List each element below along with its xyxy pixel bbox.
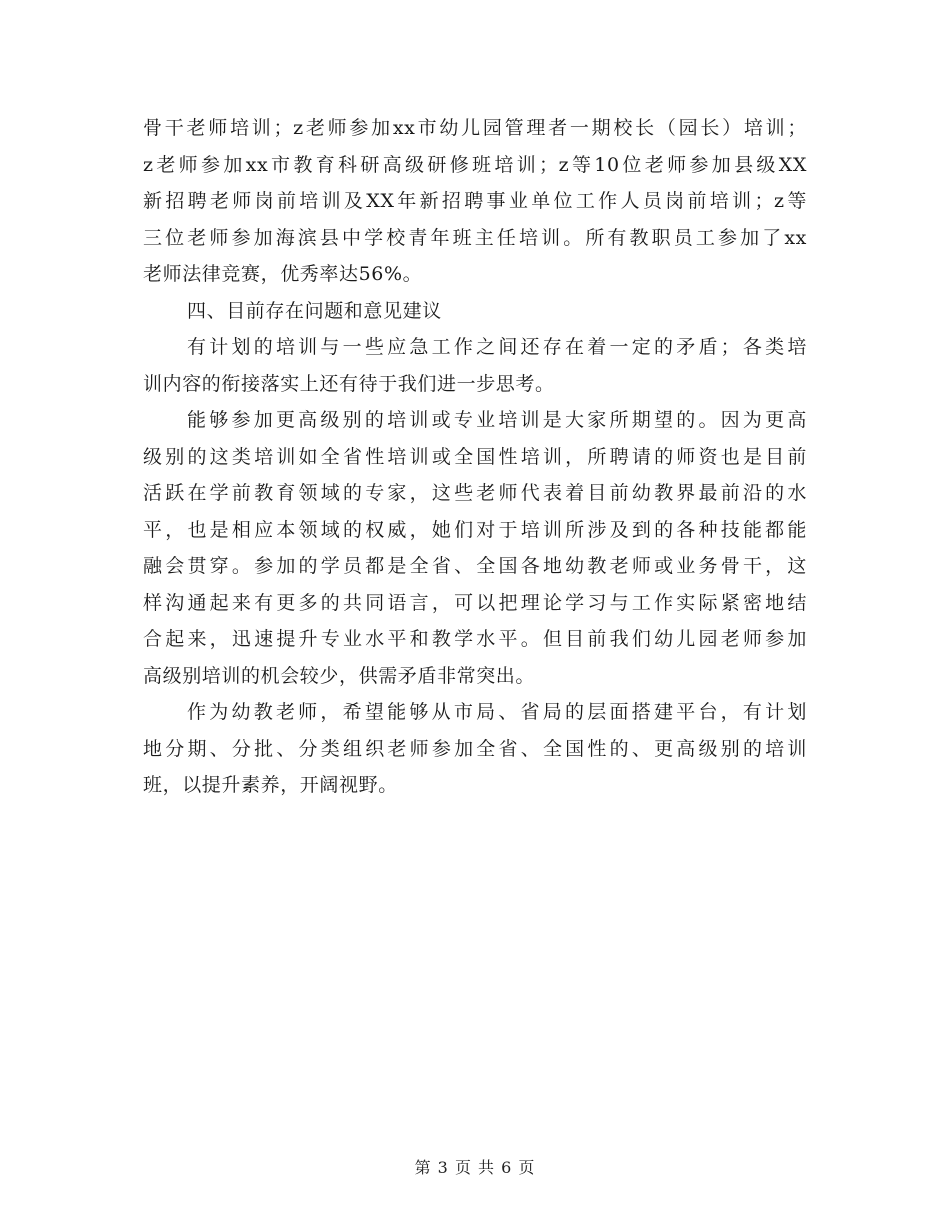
paragraph-line: 三位老师参加海滨县中学校青年班主任培训。所有教职员工参加了xx bbox=[143, 226, 807, 249]
paragraph-line: 老师法律竞赛，优秀率达56%。 bbox=[143, 263, 423, 285]
paragraph-line: 高级别培训的机会较少，供需矛盾非常突出。 bbox=[143, 664, 536, 687]
paragraph-line: 级别的这类培训如全省性培训或全国性培训，所聘请的师资也是目前 bbox=[143, 445, 807, 468]
paragraph-line: 班，以提升素养，开阔视野。 bbox=[143, 774, 398, 796]
paragraph bbox=[143, 402, 807, 694]
paragraph-line: 活跃在学前教育领域的专家，这些老师代表着目前幼教界最前沿的水 bbox=[143, 482, 807, 504]
paragraph bbox=[143, 694, 807, 804]
paragraph-line: 融会贯穿。参加的学员都是全省、全国各地幼教老师或业务骨干，这 bbox=[143, 555, 807, 577]
paragraph bbox=[143, 293, 807, 330]
paragraph-line: 有计划的培训与一些应急工作之间还存在着一定的矛盾；各类培 bbox=[187, 336, 807, 358]
paragraph-line: 作为幼教老师，希望能够从市局、省局的层面搭建平台，有计划 bbox=[187, 701, 807, 723]
paragraph-line: 四、目前存在问题和意见建议 bbox=[187, 299, 442, 322]
document-body bbox=[143, 110, 807, 804]
paragraph-line: 骨干老师培训；z老师参加xx市幼儿园管理者一期校长（园长）培训； bbox=[143, 117, 807, 139]
paragraph-line: 新招聘老师岗前培训及XX年新招聘事业单位工作人员岗前培训；z等 bbox=[143, 190, 807, 212]
paragraph-line: 平，也是相应本领域的权威，她们对于培训所涉及到的各种技能都能 bbox=[143, 518, 807, 541]
paragraph-line: 训内容的衔接落实上还有待于我们进一步思考。 bbox=[143, 372, 555, 395]
paragraph bbox=[143, 329, 807, 402]
paragraph-line: z老师参加xx市教育科研高级研修班培训；z等10位老师参加县级XX bbox=[143, 153, 807, 176]
paragraph-line: 合起来，迅速提升专业水平和教学水平。但目前我们幼儿园老师参加 bbox=[143, 628, 807, 650]
paragraph-line: 地分期、分批、分类组织老师参加全省、全国性的、更高级别的培训 bbox=[143, 737, 807, 760]
page-footer: 第 3 页 共 6 页 bbox=[414, 1158, 536, 1177]
paragraph-line: 能够参加更高级别的培训或专业培训是大家所期望的。因为更高 bbox=[187, 409, 807, 431]
paragraph-line: 样沟通起来有更多的共同语言，可以把理论学习与工作实际紧密地结 bbox=[143, 591, 807, 614]
paragraph bbox=[143, 110, 807, 293]
